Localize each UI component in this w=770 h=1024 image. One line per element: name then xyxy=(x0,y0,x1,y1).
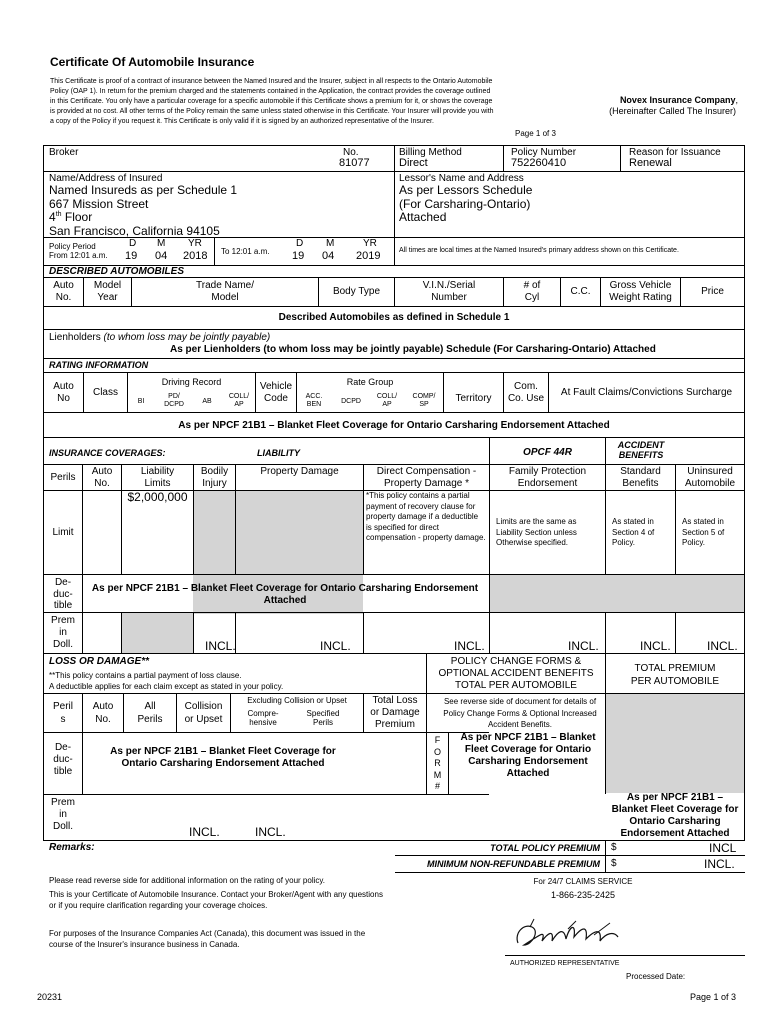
loss-deductible-label: De- duc- tible xyxy=(53,742,73,777)
loss-comprehensive: Compre- hensive xyxy=(247,709,279,728)
reason-value: Renewal xyxy=(629,157,672,169)
min-premium-label: MINIMUM NON-REFUNDABLE PREMIUM xyxy=(427,859,600,869)
to-day: 19 xyxy=(292,250,305,262)
cov-uninsured: Uninsured Automobile xyxy=(684,466,736,489)
loss-deductible-note: As per NPCF 21B1 – Blanket Fleet Coverage for Ontario Carsharing Endorsement Attached xyxy=(110,746,336,769)
document-title: Certificate Of Automobile Insurance xyxy=(50,55,255,69)
form-number: 20231 xyxy=(37,992,63,1002)
total-policy-premium-value: INCL xyxy=(709,841,737,855)
rating-coll: COLL/ AP xyxy=(228,393,250,409)
shade-prem-liability xyxy=(121,613,193,653)
autos-auto-no: Auto No. xyxy=(53,280,74,303)
loss-auto-no: Auto No. xyxy=(92,701,114,725)
rating-rate-group: Rate Group xyxy=(346,377,394,387)
from-month: 04 xyxy=(155,250,168,262)
line xyxy=(121,612,122,653)
total-policy-premium-label: TOTAL POLICY PREMIUM xyxy=(490,843,600,853)
policy-number-label: Policy Number xyxy=(511,147,577,158)
incl-direct-comp: INCL. xyxy=(454,639,485,653)
insurer-called: (Hereinafter Called The Insurer) xyxy=(609,106,736,116)
line xyxy=(43,732,489,733)
loss-specified: Specified Perils xyxy=(306,709,340,728)
page-number-top: Page 1 of 3 xyxy=(515,129,556,138)
line xyxy=(443,372,444,412)
cov-bodily-injury: Bodily Injury xyxy=(200,466,229,489)
to-month-label: M xyxy=(326,238,335,249)
loss-prem-label: Prem in Doll. xyxy=(51,797,75,832)
line xyxy=(605,840,606,872)
autos-vin: V.I.N./Serial Number xyxy=(422,280,476,303)
cov-deductible-note: As per NPCF 21B1 – Blanket Fleet Coverage for Ontario Carsharing Endorsement Attached xyxy=(91,583,479,606)
lessor-line3: Attached xyxy=(399,210,447,224)
fp-note: Limits are the same as Liability Section unless Otherwise specified. xyxy=(496,517,577,547)
autos-cyl: # of Cyl xyxy=(523,280,541,303)
to-month: 04 xyxy=(322,250,335,262)
rating-commercial-use: Com. Co. Use xyxy=(507,381,545,404)
frame-left xyxy=(43,145,44,841)
autos-described-note: Described Automobiles as defined in Schedule 1 xyxy=(278,312,510,323)
cov-liability-limits: Liability Limits xyxy=(140,466,175,489)
certificate-note: This is your Certificate of Automobile Insurance. Contact your Broker/Agent with any questions or if you require clarification regarding your coverage choices. xyxy=(49,890,383,910)
rating-pd: PD/ DCPD xyxy=(164,393,184,409)
described-autos-heading: DESCRIBED AUTOMOBILES xyxy=(49,266,185,277)
std-note: As stated in Section 4 of Policy. xyxy=(612,517,655,547)
broker-no-value: 81077 xyxy=(339,157,370,169)
rating-driving-record: Driving Record xyxy=(161,377,222,387)
autos-gvw: Gross Vehicle Weight Rating xyxy=(609,280,672,303)
signature-image xyxy=(510,915,625,955)
insured-floor: 4th Floor xyxy=(49,210,93,224)
loss-perils: Peril s xyxy=(52,701,73,725)
line xyxy=(448,732,449,794)
rating-heading: RATING INFORMATION xyxy=(49,360,149,370)
incl-collision: INCL. xyxy=(255,825,286,839)
line xyxy=(43,840,745,841)
line xyxy=(395,855,745,856)
line xyxy=(193,612,194,653)
to-day-label: D xyxy=(296,238,304,249)
loss-collision: Collision or Upset xyxy=(184,701,223,725)
lessor-label: Lessor's Name and Address xyxy=(399,173,524,184)
dc-note: *This policy contains a partial payment of recovery clause for property damage if a deductible is specified for direct compensation - property damage. xyxy=(366,491,486,542)
line xyxy=(363,612,364,653)
loss-note2: A deductible applies for each claim except as stated in your policy. xyxy=(49,682,284,691)
line xyxy=(43,574,745,575)
line xyxy=(43,437,745,438)
page-number-bottom: Page 1 of 3 xyxy=(690,992,737,1002)
rating-at-fault: At Fault Claims/Convictions Surcharge xyxy=(560,387,733,398)
lien-value: As per Lienholders (to whom loss may be jointly payable) Schedule (For Carsharing-Ontario) Attached xyxy=(170,344,656,355)
total-premium-note: As per NPCF 21B1 – Blanket Fleet Coverage for Ontario Carsharing Endorsement Attached xyxy=(611,792,739,839)
rating-ab: AB xyxy=(202,398,212,405)
coverages-heading: INSURANCE COVERAGES: xyxy=(49,448,166,458)
cov-deductible-label: De- duc- tible xyxy=(53,577,73,611)
policy-number-value: 752260410 xyxy=(511,157,567,169)
shade-ab-deductible xyxy=(489,575,744,612)
line xyxy=(235,464,236,574)
see-reverse-note: See reverse side of document for details of Policy Change Forms & Optional Increased Accident Benefits. xyxy=(443,697,597,729)
insured-label: Name/Address of Insured xyxy=(49,173,163,184)
from-year-label: YR xyxy=(188,238,202,249)
loss-all-perils: All Perils xyxy=(137,701,163,725)
period-to-label: To 12:01 a.m. xyxy=(221,247,270,256)
from-day-label: D xyxy=(129,238,137,249)
cov-perils: Perils xyxy=(50,472,76,483)
authorized-rep-label: AUTHORIZED REPRESENTATIVE xyxy=(510,960,620,967)
rating-class: Class xyxy=(92,387,118,398)
rating-dcpd: DCPD xyxy=(341,398,361,405)
line xyxy=(43,372,745,373)
remarks-label: Remarks: xyxy=(49,842,95,853)
line xyxy=(489,574,490,653)
insured-name: Named Insureds as per Schedule 1 xyxy=(49,183,238,197)
broker-no-label: No. xyxy=(343,147,359,158)
rating-auto-no: Auto No xyxy=(53,381,74,404)
line xyxy=(43,693,745,694)
accident-benefits-heading: ACCIDENT BENEFITS xyxy=(617,440,665,461)
line xyxy=(43,612,745,613)
cov-standard-benefits: Standard Benefits xyxy=(620,466,661,489)
billing-method-label: Billing Method xyxy=(399,147,462,158)
frame-right xyxy=(744,145,745,841)
loss-heading: LOSS OR DAMAGE** xyxy=(49,656,150,667)
incl-uninsured: INCL. xyxy=(707,639,738,653)
rating-vehicle-code: Vehicle Code xyxy=(259,381,293,404)
from-year: 2018 xyxy=(183,250,208,262)
cov-limit-label: Limit xyxy=(52,527,74,538)
line xyxy=(82,464,83,653)
liability-limit-value: $2,000,000 xyxy=(127,490,188,504)
incl-family-protection: INCL. xyxy=(568,639,599,653)
insured-street: 667 Mission Street xyxy=(49,197,149,211)
rating-acc-ben: ACC. BEN xyxy=(305,393,323,409)
signature-line xyxy=(505,955,745,956)
min-premium-currency: $ xyxy=(611,858,617,869)
form-note: As per NPCF 21B1 – Blanket Fleet Coverage for Ontario Carsharing Endorsement Attached xyxy=(460,732,596,779)
claims-service-label: For 24/7 CLAIMS SERVICE xyxy=(533,877,633,886)
autos-model-year: Model Year xyxy=(93,280,122,303)
billing-method-value: Direct xyxy=(399,157,428,169)
broker-label: Broker xyxy=(49,147,79,158)
line xyxy=(43,306,745,307)
loss-total-loss: Total Loss or Damage Premium xyxy=(370,695,420,730)
line xyxy=(394,237,395,265)
from-month-label: M xyxy=(157,238,166,249)
rating-bi: BI xyxy=(137,398,145,405)
read-reverse-note: Please read reverse side for additional information on the rating of your policy. xyxy=(49,876,326,885)
min-premium-value: INCL. xyxy=(704,857,735,871)
policy-change-forms-heading: POLICY CHANGE FORMS & OPTIONAL ACCIDENT BENEFITS TOTAL PER AUTOMOBILE xyxy=(438,656,594,691)
incl-standard: INCL. xyxy=(640,639,671,653)
period-from-label: From 12:01 a.m. xyxy=(49,251,108,260)
line xyxy=(675,612,676,653)
processed-date-label: Processed Date: xyxy=(626,972,686,981)
line xyxy=(395,872,745,873)
line xyxy=(43,464,745,465)
autos-price: Price xyxy=(701,286,724,297)
line xyxy=(43,358,745,359)
reason-label: Reason for Issuance xyxy=(629,147,721,158)
line xyxy=(394,145,395,237)
insurance-act-note: For purposes of the Insurance Companies Act (Canada), this document was issued in the course of the Insurer's insurance business in Canada. xyxy=(49,929,366,949)
line xyxy=(620,145,621,171)
liability-heading: LIABILITY xyxy=(257,448,300,458)
rating-note: As per NPCF 21B1 – Blanket Fleet Coverage for Ontario Carsharing Endorsement Attached xyxy=(178,420,610,431)
autos-cc: C.C. xyxy=(570,286,591,297)
line xyxy=(605,612,606,653)
line xyxy=(43,794,489,795)
period-label: Policy Period xyxy=(49,242,96,251)
lessor-line2: (For Carsharing-Ontario) xyxy=(399,197,531,211)
insured-city: San Francisco, California 94105 xyxy=(49,224,220,238)
lessor-line1: As per Lessors Schedule xyxy=(399,183,533,197)
incl-property: INCL. xyxy=(320,639,351,653)
total-policy-premium-currency: $ xyxy=(611,842,617,853)
un-note: As stated in Section 5 of Policy. xyxy=(682,517,725,547)
line xyxy=(43,412,745,413)
rating-coll-ap: COLL/ AP xyxy=(376,393,398,409)
shade-total-premium xyxy=(605,694,744,793)
opcf-heading: OPCF 44R xyxy=(523,447,572,458)
claims-phone: 1-866-235-2425 xyxy=(550,890,616,900)
line xyxy=(43,329,745,330)
cov-property-damage: Property Damage xyxy=(260,466,339,477)
cov-prem-label: Prem in Doll. xyxy=(51,615,75,650)
to-year-label: YR xyxy=(363,238,377,249)
rating-comp-sp: COMP/ SP xyxy=(412,393,436,409)
from-day: 19 xyxy=(125,250,138,262)
cov-family-protection: Family Protection Endorsement xyxy=(508,466,587,489)
total-premium-heading: TOTAL PREMIUM PER AUTOMOBILE xyxy=(630,663,720,687)
line xyxy=(214,237,215,265)
autos-body-type: Body Type xyxy=(332,286,381,297)
loss-note1: **This policy contains a partial payment of loss clause. xyxy=(49,671,242,680)
cov-direct-comp: Direct Compensation - Property Damage * xyxy=(376,466,477,489)
intro-paragraph: This Certificate is proof of a contract of insurance between the Named Insured and the Insurer, subject in all respects to the Ontario Automobile Policy (OAP 1). In return for the premium charged and the statements contained in the Application, the contract provides the coverage outlined in this Certificate. You only have a particular coverage for a specific automobile if this Certificate shows a premium for it, or shows the coverage is provided at no cost. All other terms of the Policy remain the same unless stated otherwise in this Certificate. Your Insurer will provide you with a copy of the Policy if you request it. This Certificate is only valid if it is signed by an authorized representative of the Insurer. xyxy=(50,78,494,125)
autos-trade-name: Trade Name/ Model xyxy=(196,280,254,303)
incl-all-perils: INCL. xyxy=(189,825,220,839)
line xyxy=(503,145,504,171)
rating-territory: Territory xyxy=(455,393,492,404)
incl-bodily: INCL. xyxy=(205,639,236,653)
loss-excluding: Excluding Collision or Upset xyxy=(247,696,347,705)
to-year: 2019 xyxy=(356,250,381,262)
lien-label: Lienholders (to whom loss may be jointly payable) xyxy=(49,332,271,343)
cov-auto-no: Auto No. xyxy=(91,466,113,489)
form-number-label: F O R M # xyxy=(433,735,442,791)
period-note: All times are local times at the Named Insured's primary address shown on this Certificate. xyxy=(399,247,679,254)
insurer-name: Novex Insurance Company, xyxy=(619,95,738,105)
